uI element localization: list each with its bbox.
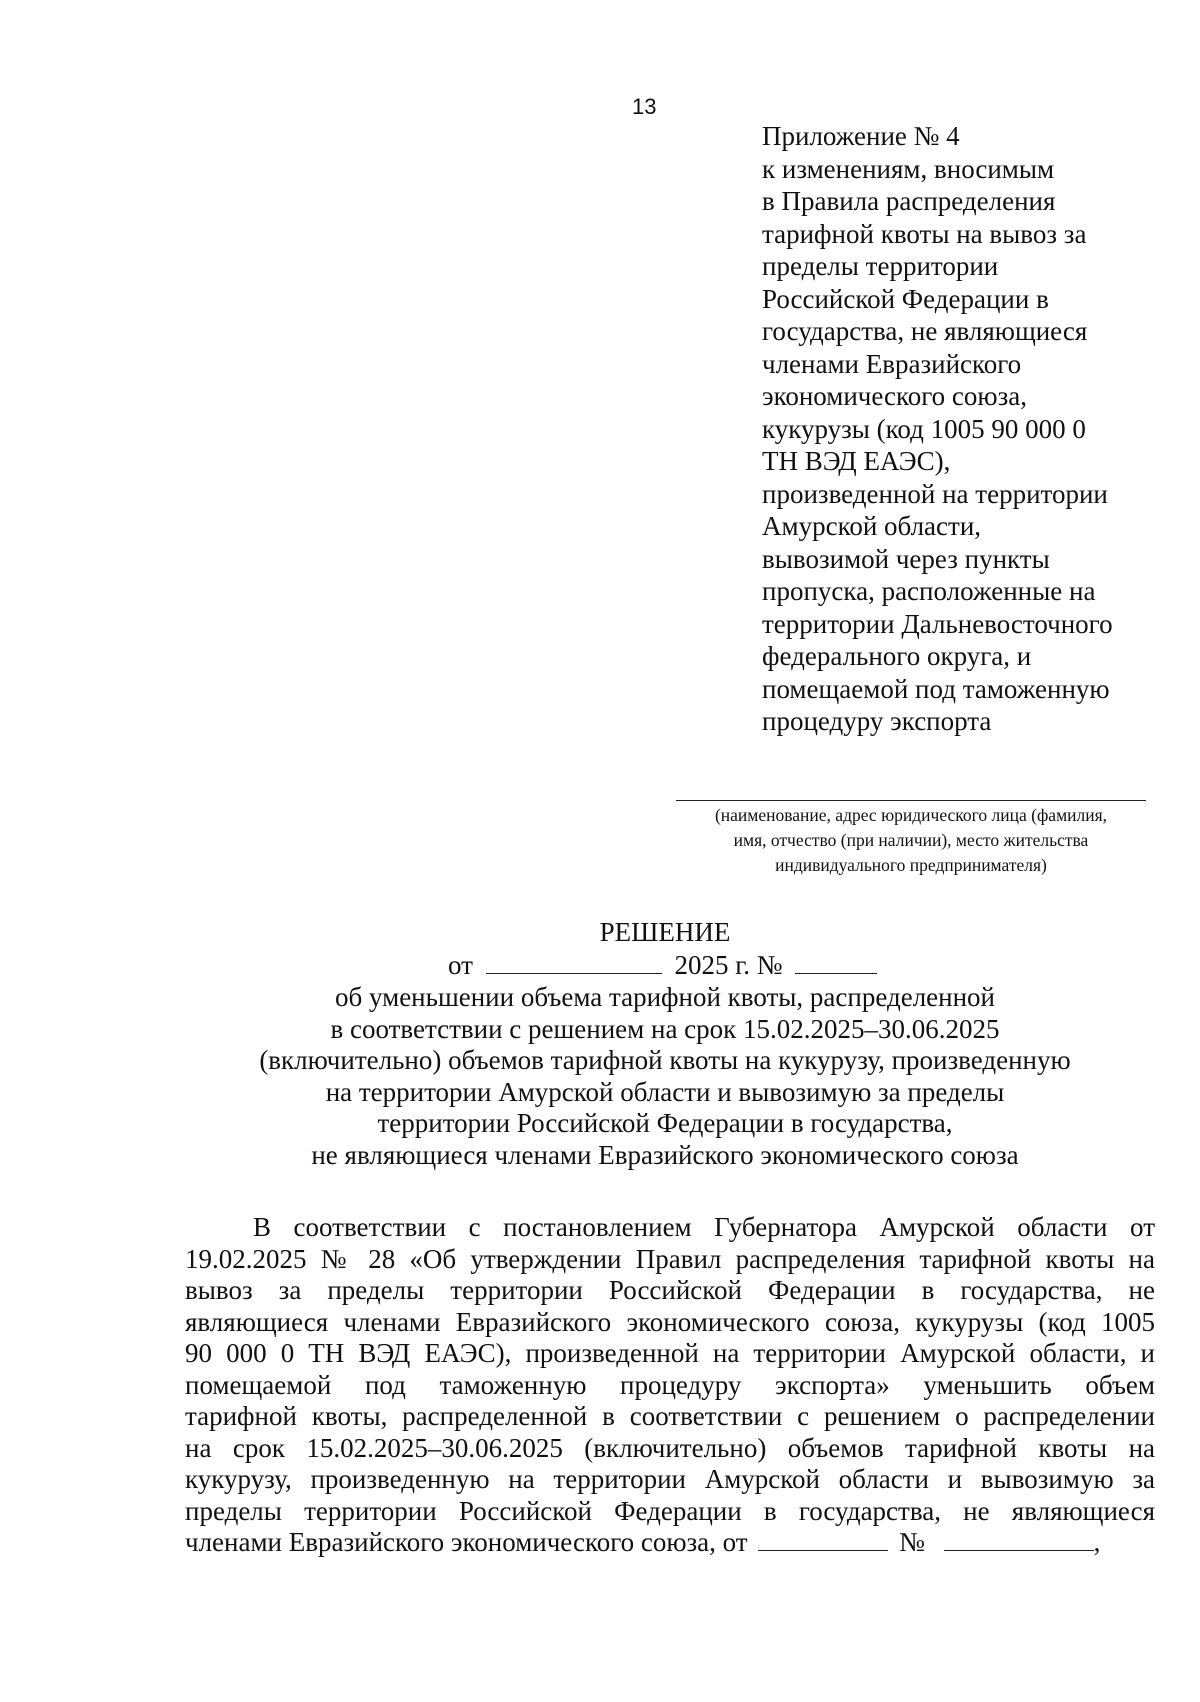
- caption-line: индивидуального предпринимателя): [775, 855, 1047, 875]
- appendix-line: в Правила распределения: [762, 186, 1056, 216]
- number-sign: №: [899, 1527, 925, 1557]
- body-last-text: членами Евразийского экономического союза, от: [185, 1527, 748, 1557]
- appendix-line: Российской Федерации в: [762, 283, 1049, 314]
- appendix-line: ТН ВЭД ЕАЭС),: [762, 446, 951, 476]
- base-decision-number-field[interactable]: [944, 1528, 1094, 1551]
- appendix-line: членами Евразийского: [762, 348, 1022, 379]
- recipient-name-field[interactable]: [676, 800, 1146, 801]
- body-line: 19.02.2025 № 28 «Об утверждении Правил распределения тарифной квоты на: [185, 1243, 1155, 1274]
- subject-line: об уменьшении объема тарифной квоты, распределенной: [334, 982, 996, 1012]
- body-line: 90 000 0 ТН ВЭД ЕАЭС), произведенной на территории Амурской области, и: [185, 1338, 1155, 1368]
- decision-subject: [0, 982, 1200, 1172]
- appendix-line: экономического союза,: [762, 381, 1027, 411]
- date-year: 2025 г. №: [674, 950, 783, 980]
- appendix-line: к изменениям, вносимым: [762, 153, 1055, 184]
- caption-line: имя, отчество (при наличии), место жительства: [733, 830, 1089, 850]
- decision-number-field[interactable]: [795, 951, 877, 974]
- body-line: В соответствии с постановлением Губернатора Амурской области от: [253, 1212, 1155, 1242]
- subject-line: в соответствии с решением на срок 15.02.2025–30.06.2025: [330, 1013, 1000, 1044]
- base-decision-date-field[interactable]: [758, 1528, 888, 1551]
- body-line: тарифной квоты, распределенной в соответствии с решением о распределении: [185, 1401, 1155, 1431]
- subject-line: (включительно) объемов тарифной квоты на кукурузу, произведенную: [259, 1045, 1071, 1076]
- appendix-line: помещаемой под таможенную: [762, 673, 1110, 704]
- appendix-header: [762, 120, 1162, 738]
- appendix-line: вывозимой через пункты: [762, 543, 1050, 574]
- recipient-name-caption: [668, 803, 1154, 878]
- appendix-line: Амурской области,: [762, 511, 982, 541]
- appendix-line: государства, не являющиеся: [762, 316, 1088, 346]
- body-last-line: [185, 1527, 1155, 1559]
- appendix-line: пропуска, расположенные на: [762, 576, 1096, 606]
- appendix-line: пределы территории: [762, 251, 999, 281]
- subject-line: на территории Амурской области и вывозимую за пределы: [325, 1076, 1005, 1107]
- caption-line: (наименование, адрес юридического лица (фамилия,: [714, 805, 1108, 825]
- appendix-line: Приложение № 4: [762, 121, 960, 151]
- body-line: вывоз за пределы территории Российской Федерации в государства, не: [185, 1275, 1155, 1305]
- subject-line: не являющиеся членами Евразийского экономического союза: [311, 1139, 1019, 1170]
- date-prefix: от: [448, 950, 473, 980]
- body-line: пределы территории Российской Федерации в государства, не являющиеся: [185, 1495, 1155, 1526]
- body-line: являющиеся членами Евразийского экономического союза, кукурузы (код 1005: [185, 1306, 1155, 1337]
- decision-date-field[interactable]: [486, 951, 662, 974]
- body-line: кукурузу, произведенную на территории Амурской области и вывозимую за: [185, 1464, 1155, 1494]
- body-line: на срок 15.02.2025–30.06.2025 (включительно) объемов тарифной квоты на: [185, 1432, 1155, 1463]
- body-line: помещаемой под таможенную процедуру экспорта» уменьшить объем: [185, 1369, 1155, 1400]
- appendix-line: кукурузы (код 1005 90 000 0: [762, 413, 1086, 444]
- appendix-line: процедуру экспорта: [762, 706, 992, 736]
- appendix-line: федерального округа, и: [762, 641, 1032, 671]
- decision-body: [185, 1212, 1155, 1559]
- appendix-line: произведенной на территории: [762, 478, 1108, 509]
- subject-line: территории Российской Федерации в государства,: [377, 1108, 953, 1139]
- line-end-comma: ,: [1093, 1527, 1101, 1557]
- appendix-line: территории Дальневосточного: [762, 608, 1113, 639]
- appendix-line: тарифной квоты на вывоз за: [762, 218, 1087, 249]
- decision-title: РЕШЕНИЕ: [599, 917, 731, 947]
- page-number: 13: [632, 94, 657, 119]
- decision-date-line: [448, 950, 877, 981]
